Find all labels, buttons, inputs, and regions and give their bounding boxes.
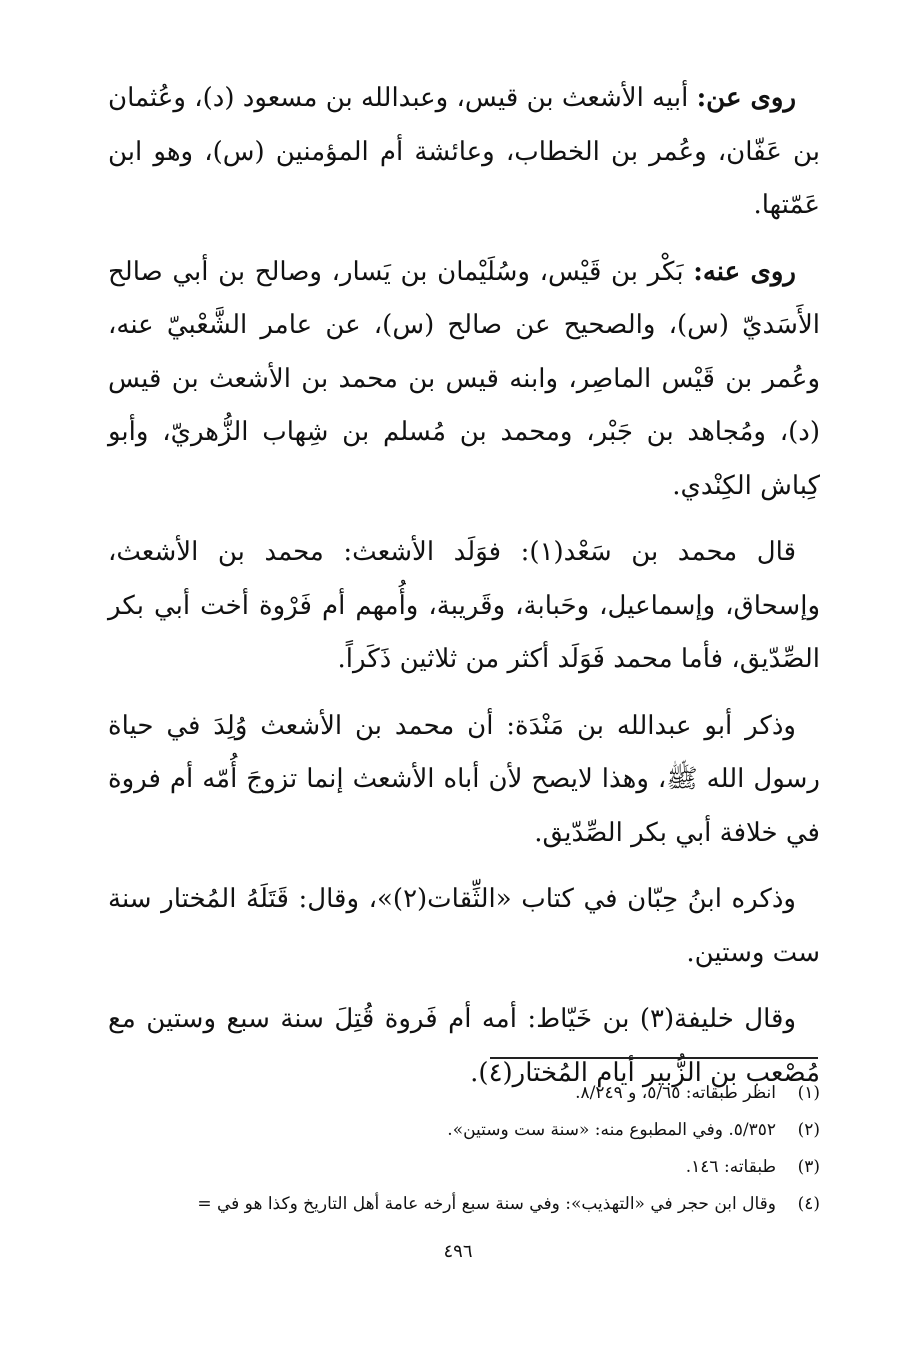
paragraph-khalifa: وقال خليفة(٣) بن خَيّاط: أمه أم فَروة قُتِلَ سنة سبع وستين مع مُصْعب بن الزُّبير أيام المُختار(٤). <box>108 1004 820 1088</box>
footnote-number: (٣) <box>797 1157 820 1177</box>
footnote-text: طبقاته: ١٤٦. <box>685 1157 776 1177</box>
footnote-divider <box>490 1057 818 1059</box>
footnote <box>108 1186 820 1223</box>
footnote-text: وقال ابن حجر في «التهذيب»: وفي سنة سبع أرخه عامة أهل التاريخ وكذا هو في = <box>197 1194 776 1214</box>
page-number: ٤٩٦ <box>443 1241 473 1262</box>
footnote <box>108 1149 820 1186</box>
footnote-number: (١) <box>797 1083 820 1103</box>
paragraph-ibn-mandah: وذكر أبو عبدالله بن مَنْدَة: أن محمد بن الأشعث وُلِدَ في حياة رسول الله ﷺ، وهذا لايصح لأن أباه الأشعث إنما تزوجَ أُمّه أم فروة في خلافة أبي بكر الصِّدّيق. <box>108 710 820 848</box>
paragraph-lead: روى عن: <box>696 83 796 113</box>
paragraph-text: بَكْر بن قَيْس، وسُلَيْمان بن يَسار، وصالح بن أبي صالح الأَسَديّ (س)، والصحيح عن صالح (س)، عن عامر الشَّعْبيّ عنه، وعُمر بن قَيْس الماصِر، وابنه قيس بن محمد بن الأشعث بن قيس (د)، ومُجاهد بن جَبْر، ومحمد بن مُسلم بن شِهاب الزُّهريّ، وأبو كِباش الكِنْدي. <box>108 256 820 501</box>
main-text <box>108 72 820 1113</box>
paragraph-text: أبيه الأشعث بن قيس، وعبدالله بن مسعود (د)، وعُثمان بن عَفّان، وعُمر بن الخطاب، وعائشة أم المؤمنين (س)، وهو ابن عَمّتها. <box>108 83 820 220</box>
footnote-number: (٢) <box>797 1120 820 1140</box>
paragraph-lead: روى عنه: <box>693 256 796 287</box>
footnote <box>108 1075 820 1112</box>
paragraph-ibn-hibban: وذكره ابنُ حِبّان في كتاب «الثِّقات(٢)»، وقال: قَتَلَهُ المُختار سنة ست وستين. <box>108 884 820 968</box>
paragraph-narrated-from <box>108 72 820 233</box>
footnote-text: انظر طبقاته: ٥/٦٥، و ٨/٢٤٩. <box>575 1083 776 1103</box>
footnote-text: ٥/٣٥٢. وفي المطبوع منه: «سنة ست وستين». <box>447 1120 776 1140</box>
paragraph-ibn-sad: قال محمد بن سَعْد(١): فوَلَد الأشعث: محمد بن الأشعث، وإسحاق، وإسماعيل، وحَبابة، وقَريبة، وأُمهم أم فَرْوة أخت أبي بكر الصِّدّيق، فأما محمد فَوَلَد أكثر من ثلاثين ذَكَراً. <box>108 537 820 674</box>
paragraph-narrated-by <box>108 246 820 514</box>
footnote <box>108 1112 820 1149</box>
footnotes <box>108 1075 820 1223</box>
footnote-number: (٤) <box>797 1194 820 1214</box>
